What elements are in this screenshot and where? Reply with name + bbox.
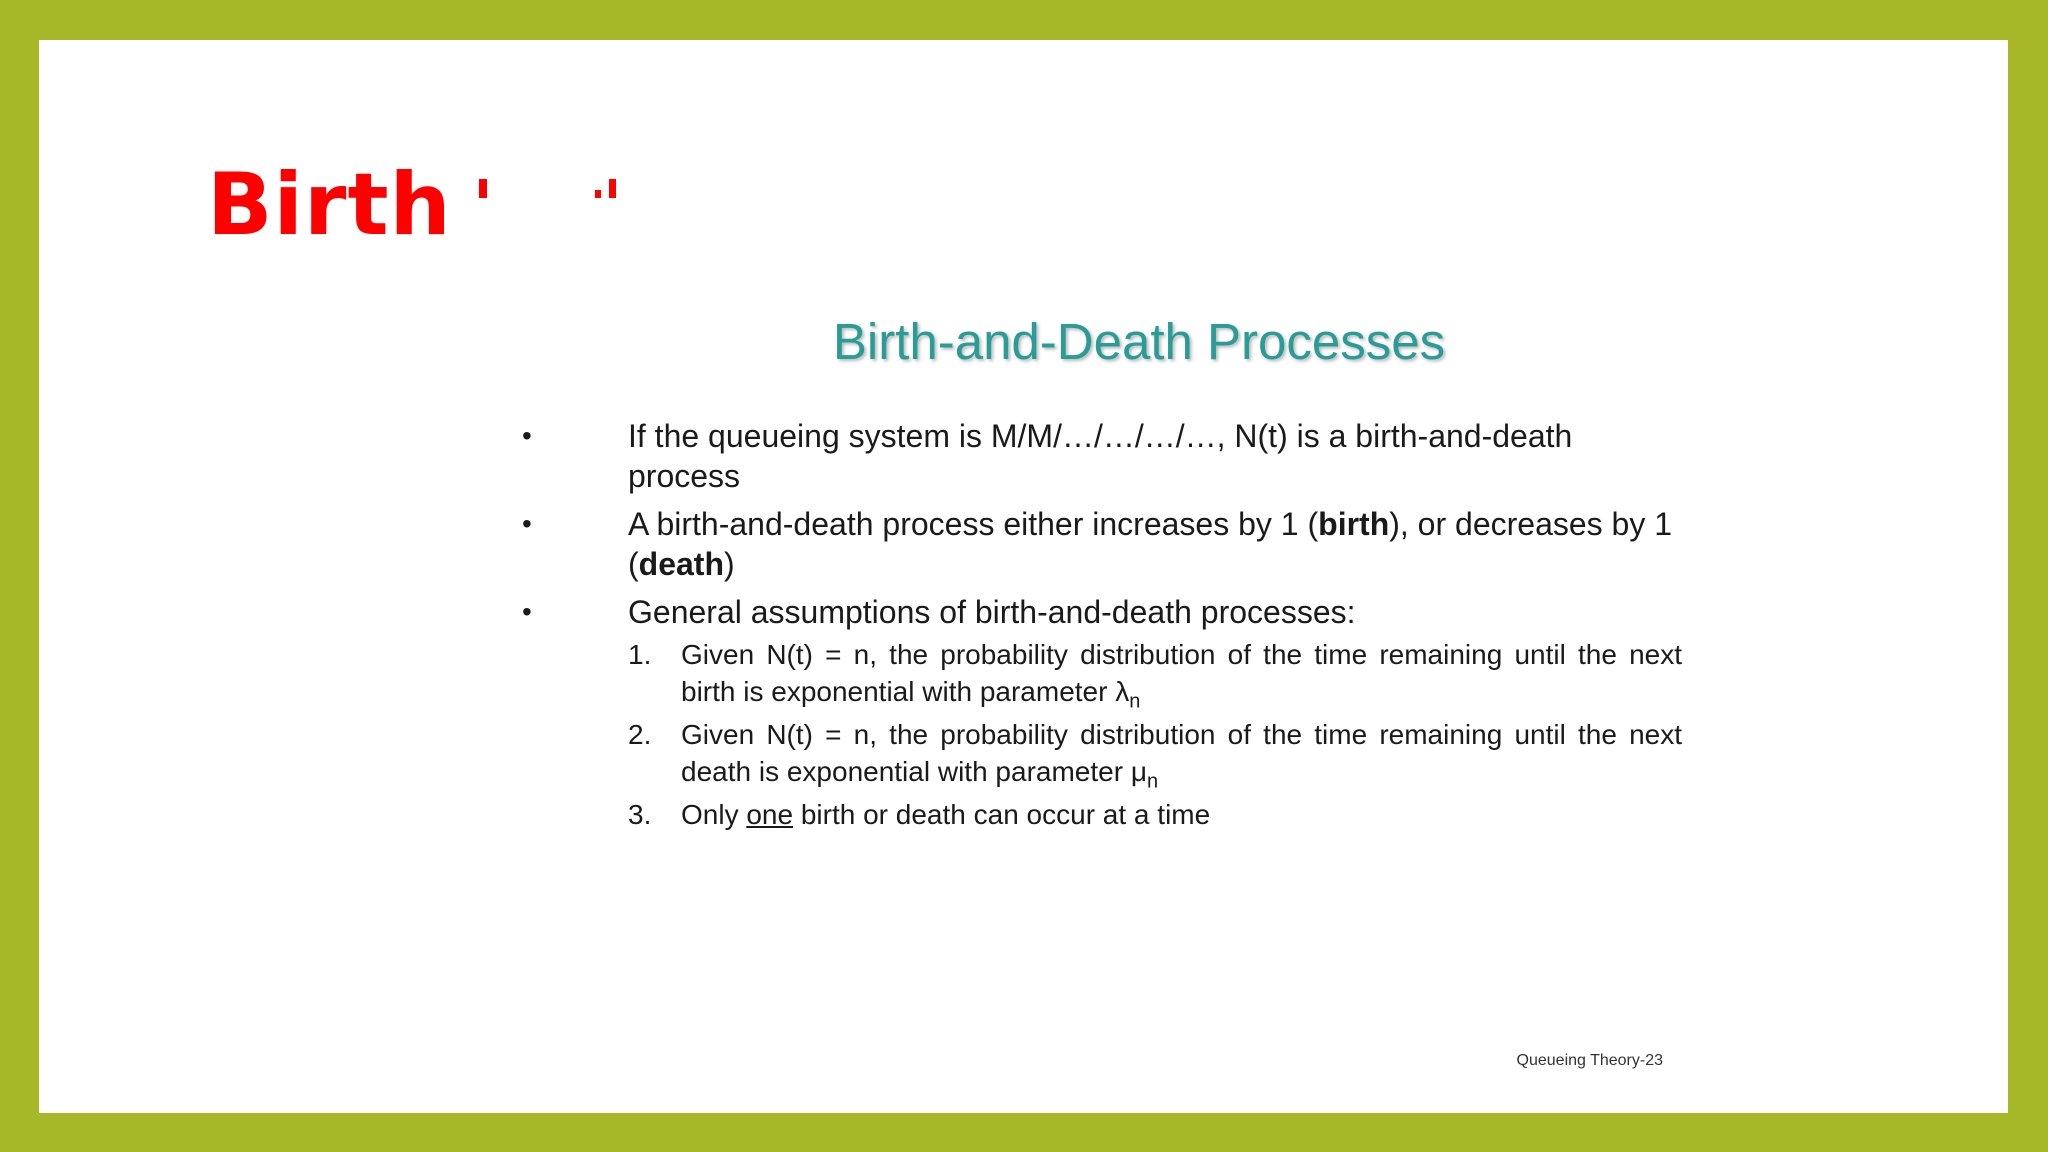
item-text-before: Only: [681, 799, 747, 830]
assumption-item: [628, 796, 1682, 833]
bullet-list: [522, 416, 1682, 841]
item-text: Given N(t) = n, the probability distribution of the time remaining until the next death is exponential with parameter μ: [681, 719, 1682, 787]
item-text-wrap: [681, 796, 1682, 833]
bullet-symbol: •: [522, 596, 532, 627]
item-text-wrap: [681, 716, 1682, 793]
bold-birth: birth: [1318, 506, 1390, 542]
underlined-one: one: [746, 799, 794, 830]
slide: [39, 40, 2008, 1113]
item-text-wrap: [681, 636, 1682, 713]
item-number: 3.: [628, 799, 652, 830]
bullet-item: [522, 416, 1682, 496]
item-text-after: birth or death can occur at a time: [793, 799, 1211, 830]
bullet-text: If the queueing system is M/M/…/…/…/…, N(t) is a birth-and-death process: [628, 418, 1573, 494]
assumption-item: [628, 636, 1682, 713]
item-subscript: n: [1129, 690, 1141, 713]
assumption-item: [628, 716, 1682, 793]
bullet-symbol: •: [522, 420, 532, 451]
bullet-text-before: A birth-and-death process either increases by 1 (: [628, 506, 1319, 542]
item-number: 1.: [628, 639, 652, 670]
bullet-item: [522, 592, 1682, 833]
embedded-title: Birth-and-Death Processes: [832, 313, 1446, 370]
item-subscript: n: [1146, 770, 1159, 793]
bullet-text-middle: ), or decreases by 1 (: [628, 506, 1673, 582]
title-fragment-1: [479, 179, 487, 198]
bullet-symbol: •: [522, 508, 532, 539]
title-fragment-3: [609, 179, 616, 198]
bullet-text: General assumptions of birth-and-death processes:: [628, 594, 1356, 630]
bold-death: death: [638, 546, 724, 582]
slide-footer: Queueing Theory-23: [1516, 1052, 1663, 1069]
title-fragment-2: [595, 190, 601, 198]
bullet-text-after: ): [724, 546, 735, 582]
item-number: 2.: [628, 719, 652, 750]
embedded-slide-image: [479, 260, 1682, 1100]
bullet-item: [522, 504, 1682, 584]
item-text: Given N(t) = n, the probability distribution of the time remaining until the next birth is exponential with parameter λ: [681, 639, 1682, 707]
assumption-list: [628, 636, 1682, 833]
slide-title: Birth: [207, 155, 452, 255]
